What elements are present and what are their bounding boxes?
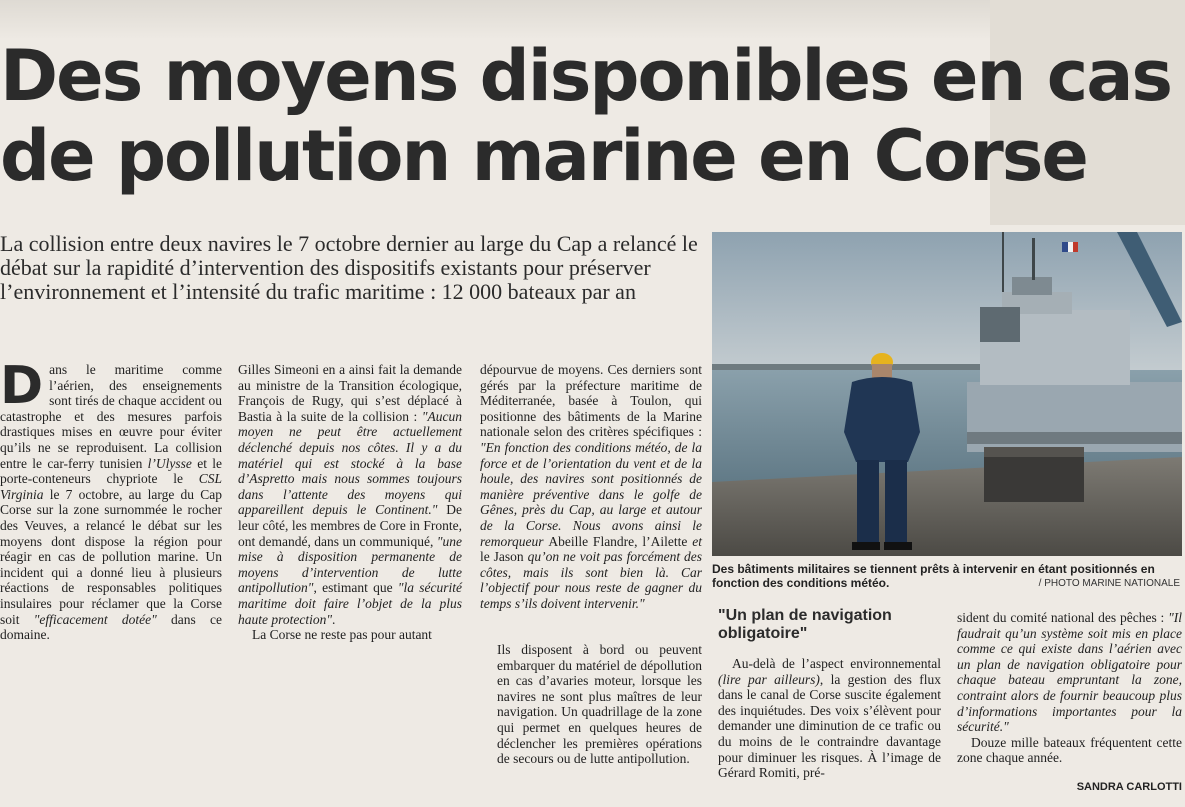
article-column-5 xyxy=(957,610,1182,766)
paragraph: Au-delà de l’aspect environnemental (lire par ailleurs), la gestion des flux dans le canal de Corse suscite également des inquiétudes. Des voix s’élèvent pour demander une diminution de ce trafic ou du moins de le contraindre davantage pour diminuer les risques. À l’image de Gérard Romiti, pré- xyxy=(718,656,941,781)
standfirst: La collision entre deux navires le 7 octobre dernier au large du Cap a relancé le débat sur la rapidité d’intervention des dispositifs existants pour préserver l’environnement et l’intensité du trafic maritime : 12 000 bateaux par an xyxy=(0,231,698,304)
headline-line-1: Des moyens disponibles en cas xyxy=(0,35,1172,117)
article-column-3-continued xyxy=(497,642,702,767)
harbor-photo-illustration xyxy=(712,232,1182,556)
article-column-4 xyxy=(718,656,941,781)
paragraph: dépourvue de moyens. Ces derniers sont gérés par la préfecture maritime de Méditerranée, basée à Toulon, qui positionne des bâtiments de la Marine nationale selon des critères spécifiques : "En fonction des conditions météo, de la force et de l’orientation du vent et de la houle, des navires sont positionnés de manière préventive dans le golfe de Gênes, près du Cap, au large et autour de la Corse. Nous avons ainsi le remorqueur Abeille Flandre, l’Ailette et le Jason qu’on ne voit pas forcément des côtes, mais ils sont bien là. Car l’objectif pour nous reste de gagner du temps s’ils doivent intervenir." xyxy=(480,362,702,611)
photo-caption: Des bâtiments militaires se tiennent prêts à intervenir en étant positionnés en fonction des conditions météo. xyxy=(712,562,1155,590)
article-column-1 xyxy=(0,356,222,643)
paragraph: Dans le maritime comme l’aérien, des enseignements sont tirés de chaque accident ou catastrophe et des mesures parfois drastiques mises en œuvre pour éviter qu’ils ne se reproduisent. La collision entre le car-ferry tunisien l’Ulysse et le porte-conteneurs chypriote le CSL Virginia le 7 octobre, au large du Cap Corse sur la zone surnommée le rocher des Veuves, a relancé le débat sur les moyens dont dispose la région pour réagir en cas de pollution marine. Un incident qui a donné lieu à plusieurs réactions de responsables politiques insulaires pour réclamer que la Corse soit "efficacement dotée" dans ce domaine. xyxy=(0,356,222,643)
paragraph: Douze mille bateaux fréquentent cette zone chaque année. xyxy=(957,734,1182,766)
article-column-3 xyxy=(480,362,702,612)
photo-credit: / PHOTO MARINE NATIONALE xyxy=(1038,578,1180,589)
article-photo xyxy=(712,232,1182,556)
headline-line-2: de pollution marine en Corse xyxy=(0,115,1087,197)
paragraph: sident du comité national des pêches : "Il faudrait qu’un système soit mis en place comme ce qui existe dans l’aérien avec un plan de navigation obligatoire pour chaque bateau empruntant la zone, contraint alors de fournir beaucoup plus d’informations importantes pour la sécurité." xyxy=(957,610,1182,735)
subhead: "Un plan de navigation obligatoire" xyxy=(718,607,892,642)
byline: SANDRA CARLOTTI xyxy=(1076,781,1182,793)
paragraph: Ils disposent à bord ou peuvent embarquer du matériel de dépollution en cas d’avaries moteur, lorsque les navires ne sont plus maîtres de leur navigation. Un quadrillage de la zone qui permet en quelques heures de déclencher les premières opérations de secours ou de lutte antipollution. xyxy=(497,642,702,767)
article-column-2 xyxy=(238,362,462,643)
headline xyxy=(0,36,1185,196)
paragraph: Gilles Simeoni en a ainsi fait la demande au ministre de la Transition écologique, François de Rugy, qui s’est déplacé à Bastia à la suite de la collision : "Aucun moyen ne peut être actuellement déclenché depuis nos côtes. Il y a du matériel qui est stocké à la base d’Aspretto mais nous sommes toujours dans l’attente des moyens qui appareillent depuis le Continent." De leur côté, les membres de Core in Fronte, ont demandé, dans un communiqué, "une mise à disposition permanente de moyens d’intervention de lutte antipollution", estimant que "la sécurité maritime doit faire l’objet de la plus haute protection". xyxy=(238,362,463,627)
paragraph: La Corse ne reste pas pour autant xyxy=(252,627,432,643)
drop-cap: D xyxy=(0,356,44,416)
